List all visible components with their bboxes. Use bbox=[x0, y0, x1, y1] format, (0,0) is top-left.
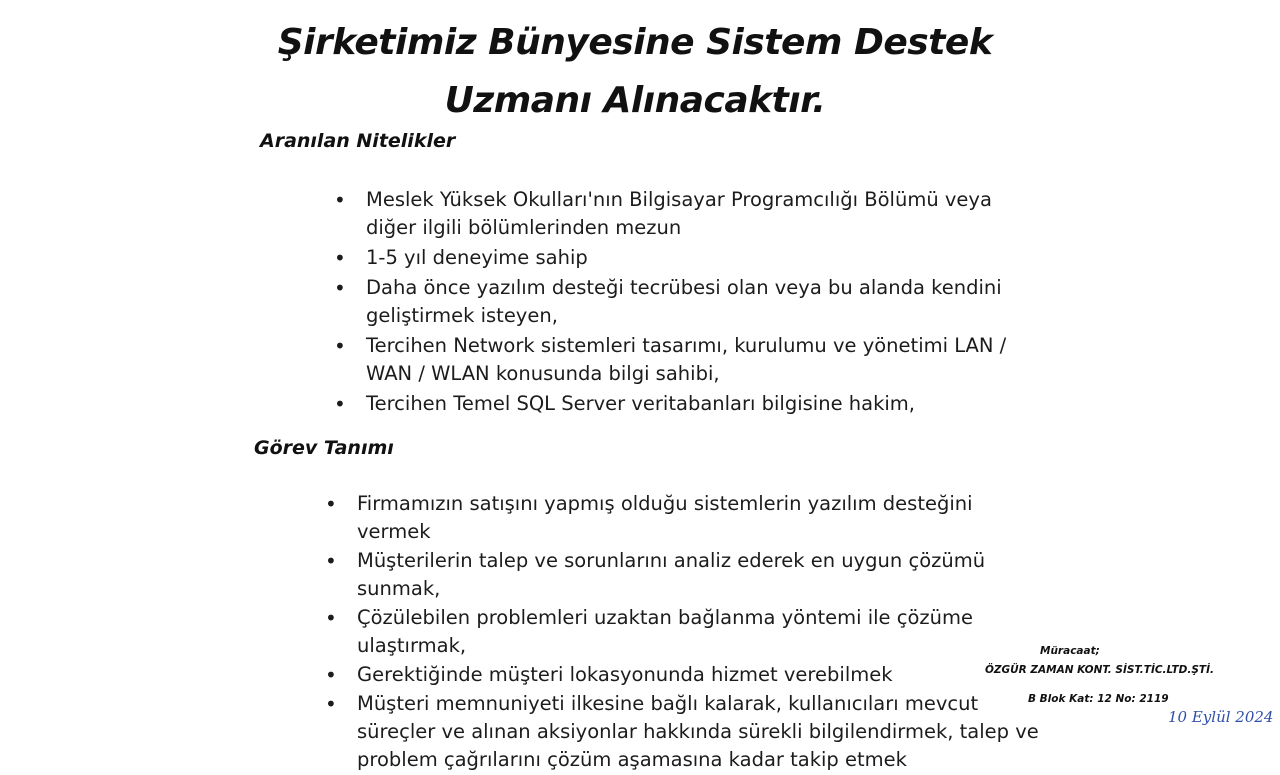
list-item: • Tercihen Network sistemleri tasarımı, kurulumu ve yönetimi LAN / WAN / WLAN konusunda bilgi sahibi, bbox=[334, 332, 1044, 388]
list-item: • Gerektiğinde müşteri lokasyonunda hizmet verebilmek bbox=[325, 661, 1045, 689]
list-item: • 1-5 yıl deneyime sahip bbox=[334, 244, 1044, 272]
duties-heading: Görev Tanımı bbox=[254, 437, 394, 459]
contact-label: Müracaat; bbox=[1040, 645, 1100, 657]
requirements-list bbox=[334, 186, 1044, 420]
title-line-1: Şirketimiz Bünyesine Sistem Destek bbox=[277, 22, 993, 63]
contact-address: B Blok Kat: 12 No: 2119 bbox=[1028, 693, 1169, 705]
list-item: • Meslek Yüksek Okulları'nın Bilgisayar Programcılığı Bölümü veya diğer ilgili bölümlerinden mezun bbox=[334, 186, 1044, 242]
list-item: • Tercihen Temel SQL Server veritabanları bilgisine hakim, bbox=[334, 390, 1044, 418]
list-item: • Müşterilerin talep ve sorunlarını analiz ederek en uygun çözümü sunmak, bbox=[325, 547, 1045, 603]
list-item: • Müşteri memnuniyeti ilkesine bağlı kalarak, kullanıcıları mevcut süreçler ve alınan aksiyonlar hakkında sürekli bilgilendirmek, talep ve problem çağrılarını çözüm aşamasına kadar takip etmek bbox=[325, 690, 1045, 774]
handwritten-date: 10 Eylül 2024 bbox=[1168, 708, 1274, 726]
title-line-2: Uzmanı Alınacaktır. bbox=[444, 80, 826, 121]
list-item: • Daha önce yazılım desteği tecrübesi olan veya bu alanda kendini geliştirmek isteyen, bbox=[334, 274, 1044, 330]
list-item: • Çözülebilen problemleri uzaktan bağlanma yöntemi ile çözüme ulaştırmak, bbox=[325, 604, 1045, 660]
requirements-heading: Aranılan Nitelikler bbox=[260, 130, 456, 152]
duties-list bbox=[325, 490, 1045, 775]
page-title bbox=[0, 14, 1270, 130]
list-item: • Firmamızın satışını yapmış olduğu sistemlerin yazılım desteğini vermek bbox=[325, 490, 1045, 546]
contact-company: ÖZGÜR ZAMAN KONT. SİST.TİC.LTD.ŞTİ. bbox=[985, 664, 1214, 676]
